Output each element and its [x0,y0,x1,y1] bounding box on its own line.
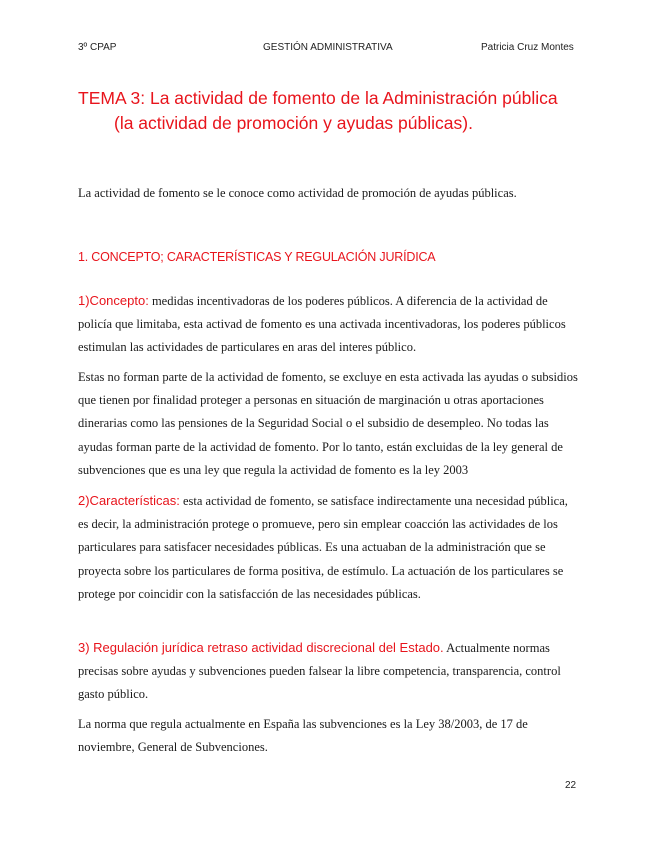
regulacion-label: 3) Regulación jurídica retraso actividad discrecional del Estado. [78,640,444,655]
ley-paragraph: La norma que regula actualmente en España las subvenciones es la Ley 38/2003, de 17 de noviembre, General de Subvenciones. [78,717,528,755]
title-line-2: (la actividad de promoción y ayudas públicas). [114,113,473,133]
concepto-paragraph [78,289,578,360]
intro-paragraph: La actividad de fomento se le conoce como actividad de promoción de ayudas públicas. [78,186,517,200]
concepto-label: 1)Concepto: [78,293,149,308]
section-heading: 1. CONCEPTO; CARACTERÍSTICAS Y REGULACIÓN JURÍDICA [78,250,436,264]
caracteristicas-label: 2)Características: [78,493,180,508]
page-number: 22 [565,780,577,791]
regulacion-text: Actualmente normas precisas sobre ayudas y subvenciones pueden falsear la libre competencia, transparencia, control gasto público. [78,641,561,702]
title-line-1: TEMA 3: La actividad de fomento de la Administración pública [78,88,558,108]
caracteristicas-paragraph [78,489,578,606]
regulacion-paragraph [78,636,578,707]
page-title [78,86,598,136]
header-course: 3º CPAP [78,42,117,53]
header-subject: GESTIÓN ADMINISTRATIVA [263,42,393,53]
header-author: Patricia Cruz Montes [481,42,574,53]
concepto-text: medidas incentivadoras de los poderes públicos. A diferencia de la actividad de policía que limitaba, esta activad de fomento es una activada incentivadoras, los poderes públicos estimulan las actividades de particulares en aras del interes público. [78,294,566,355]
exclusion-paragraph: Estas no forman parte de la actividad de fomento, se excluye en esta activada las ayudas o subsidios que tienen por finalidad proteger a personas en situación de marginación u otras aportaciones dinerarias como las pensiones de la Seguridad Social o el subsidio de desempleo. No todas las ayudas forman parte de la actividad de fomento. Por lo tanto, están excluidas de la ley general de subvenciones que es una ley que regula la actividad de fomento es la ley 2003 [78,370,578,477]
caracteristicas-text: esta actividad de fomento, se satisface indirectamente una necesidad pública, es decir, la administración protege o promueve, pero sin emplear coacción las actividades de los particulares para satisfacer necesidades públicas. Es una actuaban de la administración que se proyecta sobre los particulares de forma positiva, de estímulo. La actuación de los particulares se protege por coincidir con la satisfacción de las necesidades públicas. [78,494,568,601]
